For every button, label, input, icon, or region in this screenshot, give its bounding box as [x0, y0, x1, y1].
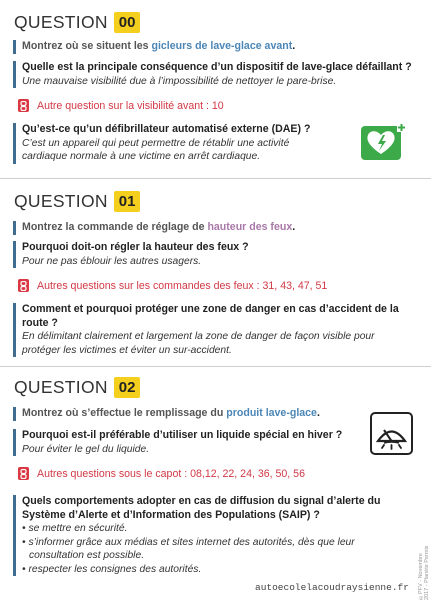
link-chain-icon: [18, 99, 29, 112]
q01-answer1: Pour ne pas éblouir les autres usagers.: [22, 255, 202, 267]
q00-answer2-line1: C’est un appareil qui peut permettre de rétablir une activité: [22, 137, 290, 149]
q00-show-block: [13, 40, 417, 54]
q02-answer2-bullet2b: consultation est possible.: [29, 550, 145, 561]
q02-show-instruction: Montrez où s’effectue le remplissage du produit lave-glace.: [22, 407, 320, 419]
link-chain-icon: [18, 467, 29, 480]
q02-question2-line2: Système d’Alerte et d’Information des Populations (SAIP) ?: [22, 508, 320, 521]
q01-show-block: [13, 221, 417, 235]
q01-answer2-line1: En délimitant clairement et largement la zone de danger de façon visible pour: [22, 331, 375, 342]
q01-highlight: hauteur des feux: [207, 221, 293, 233]
question-number-badge: 02: [114, 377, 141, 398]
q01-question1: Pourquoi doit-on régler la hauteur des feux ?: [22, 241, 249, 253]
q00-answer1: Une mauvaise visibilité due à l’impossibilité de nettoyer le pare-brise.: [22, 75, 337, 87]
q02-question1: Pourquoi est-il préférable d’utiliser un liquide spécial en hiver ?: [22, 429, 343, 441]
q01-question2-block: [13, 303, 417, 357]
q00-related-questions: [18, 99, 224, 112]
question-number-badge: 00: [114, 12, 141, 33]
q00-question1-block: [13, 61, 417, 88]
q02-answer2-bullet3: • respecter les consignes des autorités.: [22, 563, 202, 575]
question-label: QUESTION: [14, 377, 108, 397]
q00-question1: Quelle est la principale conséquence d’un dispositif de lave-glace défaillant ?: [22, 61, 412, 73]
question-label: QUESTION: [14, 12, 108, 32]
q01-related-questions: [18, 279, 327, 292]
q00-highlight: gicleurs de lave-glace avant: [151, 40, 293, 52]
q02-answer2-bullet1: • se mettre en sécurité.: [22, 523, 128, 534]
q02-highlight: produit lave-glace: [226, 407, 317, 419]
q01-related-text: Autres questions sur les commandes des feux : 31, 43, 47, 51: [37, 279, 328, 292]
question-number-badge: 01: [114, 191, 141, 212]
q02-show-block: [13, 407, 417, 421]
q01-question1-block: [13, 241, 417, 268]
website-watermark: autoecolelacoudraysienne.fr: [255, 582, 409, 593]
link-chain-icon: [18, 279, 29, 292]
q02-question2-block: [13, 495, 417, 576]
q00-question2: Qu’est-ce qu’un défibrillateur automatisé externe (DAE) ?: [22, 123, 311, 135]
q00-question2-block: [13, 123, 343, 164]
section-divider: [0, 366, 431, 367]
q01-answer2-line2: protéger les victimes et éviter un sur-accident.: [22, 344, 232, 356]
q02-answer1: Pour éviter le gel du liquide.: [22, 443, 150, 455]
windshield-washer-icon: [370, 412, 413, 455]
question-label: QUESTION: [14, 191, 108, 211]
q02-question2-line1: Quels comportements adopter en cas de diffusion du signal d’alerte du: [22, 495, 381, 507]
section-divider: [0, 178, 431, 179]
q02-related-questions: [18, 467, 305, 480]
question-00-header: [14, 12, 140, 33]
q00-show-instruction: Montrez où se situent les gicleurs de lave-glace avant.: [22, 40, 296, 52]
q01-question2-line2: route ?: [22, 316, 58, 329]
q01-question2-line1: Comment et pourquoi protéger une zone de danger en cas d’accident de la: [22, 303, 399, 315]
q00-answer2-line2: cardiaque normale à une victime en arrêt cardiaque.: [22, 151, 261, 162]
q02-answer2-bullet2a: • s’informer grâce aux médias et sites internet des autorités, dès que leur: [22, 536, 355, 548]
question-01-header: [14, 191, 140, 212]
q00-related-text: Autre question sur la visibilité avant : 10: [37, 99, 224, 112]
q01-show-instruction: Montrez la commande de réglage de hauteur des feux.: [22, 221, 296, 233]
copyright-credit: ©PFV - Novembre 2017 - Planète Permis: [418, 545, 430, 600]
defibrillator-heart-icon: [358, 123, 408, 163]
q02-related-text: Autres questions sous le capot : 08,12, 22, 24, 36, 50, 56: [37, 467, 305, 480]
question-02-header: [14, 377, 140, 398]
q02-question1-block: [13, 429, 363, 456]
